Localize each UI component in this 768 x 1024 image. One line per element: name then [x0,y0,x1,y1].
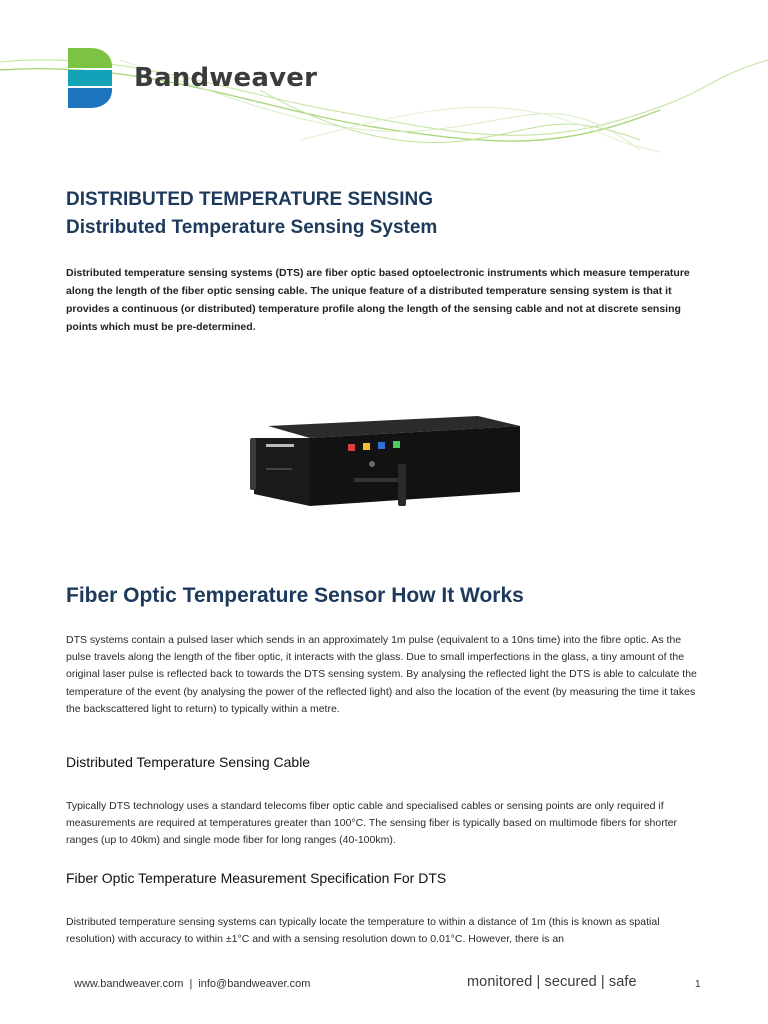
footer-separator: | [189,978,193,990]
brand-logo [66,46,317,110]
website-link[interactable]: www.bandweaver.com [74,978,184,990]
cable-heading: Distributed Temperature Sensing Cable [66,754,311,770]
page-number: 1 [695,979,701,990]
cable-paragraph: Typically DTS technology uses a standard telecoms fiber optic cable and specialised cables or sensing points are only required if measurements are required at temperatures greater than 100°C. The sensing fiber is typically based on multimode fibers for shorter ranges (up to 40km) and single mode fiber for long ranges (40-100km). [66,800,677,847]
bandweaver-logo-icon [66,46,114,110]
footer-tagline: monitored | secured | safe [467,974,637,990]
spec-heading: Fiber Optic Temperature Measurement Specification For DTS [66,870,447,886]
brand-name: Bandweaver [134,63,318,93]
footer-contact [74,978,310,990]
dts-device-image [248,408,528,518]
document-title: DISTRIBUTED TEMPERATURE SENSING [66,189,434,210]
page-footer [0,960,768,1010]
email-link[interactable]: info@bandweaver.com [198,978,311,990]
main-content [66,186,706,946]
how-it-works-paragraph: DTS systems contain a pulsed laser which sends in an approximately 1m pulse (equivalent to a 10ns time) into the fibre optic. As the pulse travels along the length of the fiber optic, it interacts with the glass. Due to small imperfections in the glass, a tiny amount of the original laser pulse is reflected back to towards the DTS sensing system. By analysing the reflected light the DTS is able to calculate the temperature of the event (by analysing the power of the reflected light) and also the location of the event (by measuring the time it takes the backscattered light to return) to typically within a metre. [66,634,697,715]
intro-paragraph: Distributed temperature sensing systems (DTS) are fiber optic based optoelectronic instruments which measure temperature along the length of the fiber optic sensing cable. The unique feature of a distributed temperature sensing system is that it provides a continuous (or distributed) temperature profile along the length of the sensing cable and not at discrete sensing points which must be pre-determined. [66,267,690,333]
document-subtitle: Distributed Temperature Sensing System [66,217,438,238]
section-heading-how-it-works: Fiber Optic Temperature Sensor How It Works [66,584,524,607]
spec-paragraph: Distributed temperature sensing systems can typically locate the temperature to within a distance of 1m (this is known as spatial resolution) with accuracy to within ±1°C and with a sensing resolution down to 0.01°C. However, there is an [66,916,660,946]
